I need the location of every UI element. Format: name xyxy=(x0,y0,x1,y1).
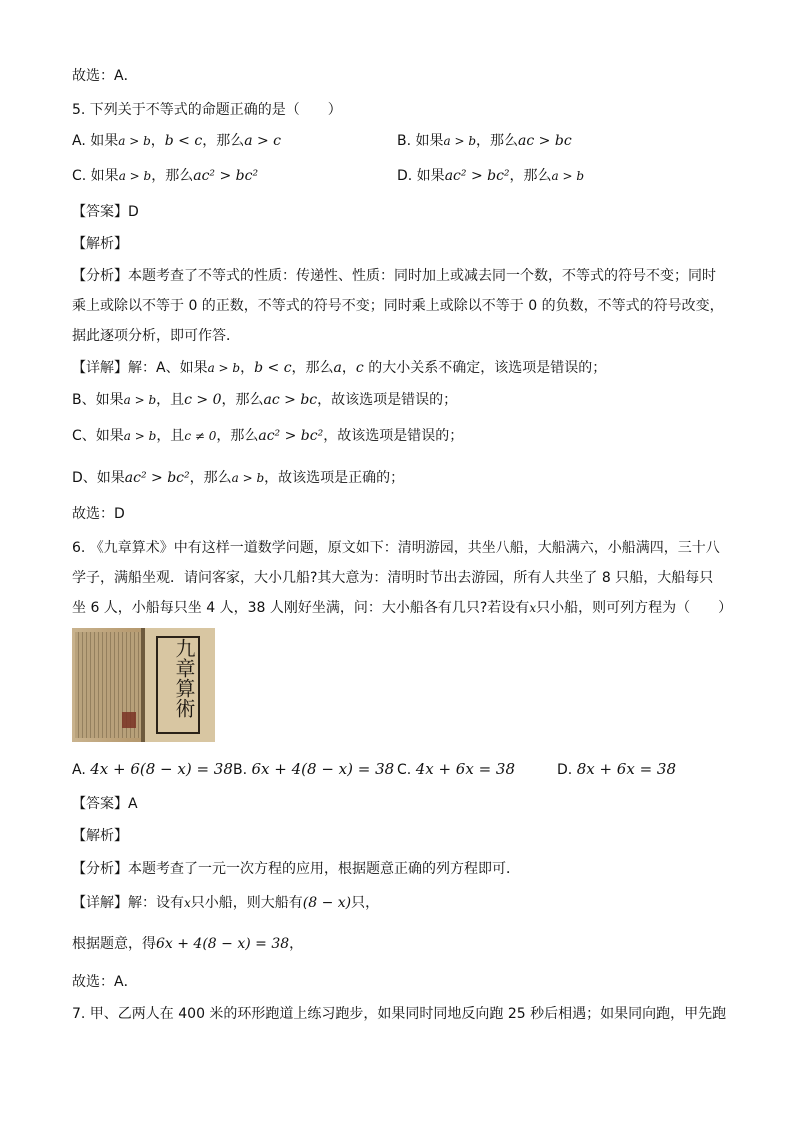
text: 故选：D xyxy=(72,506,125,522)
math: x xyxy=(184,896,191,910)
answer-line xyxy=(72,504,125,524)
book-photo xyxy=(72,628,215,742)
detail-line-d xyxy=(72,468,404,488)
text: 学子，满船坐观．请问客家，大小几船?其大意为：清明时节出去游园，所有人共坐了 8 只船，大船每只 xyxy=(72,570,714,586)
text: D. xyxy=(557,762,573,778)
text: 【分析】本题考查了不等式的性质：传递性、性质：同时加上或减去同一个数，不等式的符号不变；同时 xyxy=(72,268,716,284)
analysis-line xyxy=(72,326,240,346)
math: b < c xyxy=(164,133,203,149)
text: ，且 xyxy=(156,392,185,408)
text: ，且 xyxy=(156,428,185,444)
text: 【分析】本题考查了一元一次方程的应用，根据题意正确的列方程即可． xyxy=(72,861,520,877)
text: 【答案】D xyxy=(72,204,139,220)
text: ， xyxy=(240,360,255,376)
text: C. xyxy=(397,762,412,778)
text: 5. 下列关于不等式的命题正确的是（ ） xyxy=(72,102,342,118)
question-6-option-c xyxy=(397,759,515,780)
analysis-tag xyxy=(72,234,128,254)
text: ，故该选项是错误的； xyxy=(317,392,458,408)
question-5-option-b xyxy=(397,131,572,151)
analysis-tag xyxy=(72,826,128,846)
text: 故选：A． xyxy=(72,68,138,84)
math: x xyxy=(529,601,537,615)
math: (8 − x) xyxy=(302,895,352,911)
text: ，那么 xyxy=(291,360,334,376)
analysis-line xyxy=(72,296,724,316)
math: a > c xyxy=(244,133,282,149)
text: B. xyxy=(233,762,248,778)
answer-tag xyxy=(72,202,139,222)
math: c xyxy=(355,360,364,376)
detail-line-c xyxy=(72,426,463,446)
text: 坐 6 人，小船每只坐 4 人，38 人刚好坐满，问：大小船各有几只?若设有 xyxy=(72,600,530,616)
detail-line xyxy=(72,934,303,954)
math: ac² > bc² xyxy=(124,470,190,486)
text: ， xyxy=(150,133,165,149)
math: ac > bc xyxy=(263,392,318,408)
question-6-stem xyxy=(72,598,732,618)
answer-tag xyxy=(72,794,138,814)
math: 8x + 6x = 38 xyxy=(576,760,676,778)
text: 故选：A． xyxy=(72,974,138,990)
text: ， xyxy=(289,936,304,952)
text: ，故该选项是正确的； xyxy=(264,470,405,486)
math: a xyxy=(333,360,342,376)
text: ，故该选项是错误的； xyxy=(323,428,464,444)
text: 【解析】 xyxy=(72,828,128,844)
text: A. 如果 xyxy=(72,133,119,149)
question-6-option-b xyxy=(233,759,394,780)
question-7-stem xyxy=(72,1004,726,1024)
math: 6x + 4(8 − x) = 38 xyxy=(156,936,290,952)
math: a > b xyxy=(118,134,151,148)
text: 乘上或除以不等于 0 的正数，不等式的符号不变；同时乘上或除以不等于 0 的负数，不等式的符号改变， xyxy=(72,298,724,314)
math: ac² > bc² xyxy=(444,168,510,184)
text: 只， xyxy=(351,895,380,911)
question-6-stem xyxy=(72,538,720,558)
math: a > b xyxy=(123,393,157,407)
seal-stamp xyxy=(122,712,136,728)
text: ，那么 xyxy=(202,133,245,149)
math: ac² > bc² xyxy=(258,428,324,444)
text: 【解析】 xyxy=(72,236,128,252)
math: c ≠ 0 xyxy=(184,429,217,443)
math: 4x + 6x = 38 xyxy=(415,760,515,778)
detail-line xyxy=(72,893,379,913)
text: 的大小关系不确定，该选项是错误的； xyxy=(363,360,607,376)
detail-line-a xyxy=(72,358,606,378)
math: a > b xyxy=(207,361,241,375)
analysis-line xyxy=(72,266,716,286)
text: D. 如果 xyxy=(397,168,445,184)
question-5-option-d xyxy=(397,166,584,186)
math: 6x + 4(8 − x) = 38 xyxy=(251,760,395,778)
text: D、如果 xyxy=(72,470,125,486)
question-5-option-a xyxy=(72,131,281,151)
question-5-stem xyxy=(72,100,342,120)
text: ，那么 xyxy=(476,133,519,149)
text: B、如果 xyxy=(72,392,124,408)
analysis-line xyxy=(72,859,520,879)
text: A. xyxy=(72,762,86,778)
text: 【详解】解：设有 xyxy=(72,895,184,911)
text: C、如果 xyxy=(72,428,124,444)
question-5-option-c xyxy=(72,166,258,186)
math: ac² > bc² xyxy=(193,168,259,184)
question-6-option-a xyxy=(72,759,233,780)
text: 只小船，则大船有 xyxy=(190,895,303,911)
text: ，那么 xyxy=(189,470,232,486)
answer-line xyxy=(72,972,138,992)
math: a > b xyxy=(551,169,585,183)
text: ，那么 xyxy=(216,428,259,444)
text: 根据题意，得 xyxy=(72,936,156,952)
text: ，那么 xyxy=(151,168,194,184)
question-6-stem xyxy=(72,568,713,588)
math: a > b xyxy=(123,429,157,443)
text: 【详解】解：A、如果 xyxy=(72,360,208,376)
text: 6. 《九章算术》中有这样一道数学问题，原文如下：清明游园，共坐八船，大船满六，小船满四，三十八 xyxy=(72,540,720,556)
math: b < c xyxy=(254,360,292,376)
text: B. 如果 xyxy=(397,133,444,149)
answer-line xyxy=(72,66,138,86)
math: c > 0 xyxy=(184,392,222,408)
text: 只小船，则可列方程为（ ） xyxy=(536,600,733,616)
text: ，那么 xyxy=(509,168,552,184)
text: 【答案】A xyxy=(72,796,138,812)
math: ac > bc xyxy=(518,133,572,149)
text: 据此逐项分析，即可作答． xyxy=(72,328,240,344)
math: a > b xyxy=(443,134,477,148)
math: a > b xyxy=(118,169,152,183)
text: C. 如果 xyxy=(72,168,119,184)
math: a > b xyxy=(231,471,265,485)
question-6-option-d xyxy=(557,759,676,780)
text: ， xyxy=(341,360,356,376)
text: 7. 甲、乙两人在 400 米的环形跑道上练习跑步，如果同时同地反向跑 25 秒后相遇；如果同向跑，甲先跑 xyxy=(72,1006,727,1022)
text: ，那么 xyxy=(221,392,264,408)
detail-line-b xyxy=(72,390,457,410)
math: 4x + 6(8 − x) = 38 xyxy=(90,760,233,778)
book-title: 九章算術 xyxy=(172,638,196,718)
